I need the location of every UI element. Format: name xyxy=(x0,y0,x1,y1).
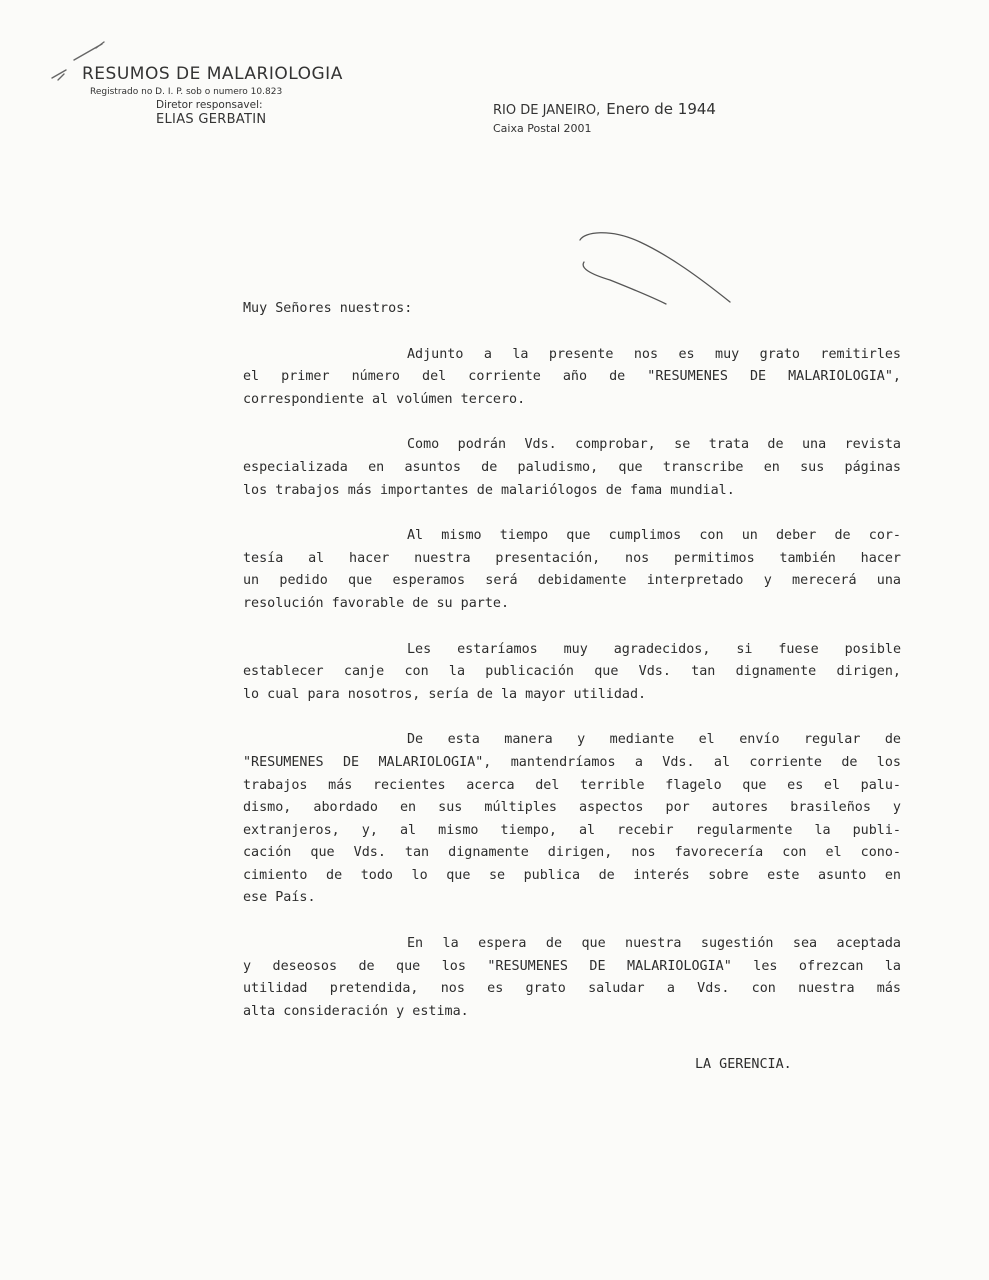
paragraph-line: dismo, abordado en sus múltiples aspectos por autores brasileños y xyxy=(243,800,901,816)
paragraph-line: establecer canje con la publicación que Vds. tan dignamente dirigen, xyxy=(243,664,901,680)
director-label: Diretor responsavel: xyxy=(156,99,263,111)
paragraph-5 xyxy=(243,729,901,910)
paragraph-line: un pedido que esperamos será debidamente interpretado y merecerá una xyxy=(243,573,901,589)
paragraph-6 xyxy=(243,933,901,1023)
paragraph-line: cimiento de todo lo que se publica de interés sobre este asunto en xyxy=(243,867,901,883)
paragraph-line: En la espera de que nuestra sugestión sea aceptada xyxy=(407,936,901,952)
paragraph-line: especializada en asuntos de paludismo, que transcribe en sus páginas xyxy=(243,459,901,475)
city-date-line xyxy=(493,100,716,118)
registration-line: Registrado no D. I. P. sob o numero 10.823 xyxy=(90,87,283,97)
paragraph-line: ese País. xyxy=(243,890,316,906)
publication-name: RESUMOS DE MALARIOLOGIA xyxy=(82,64,343,84)
paragraph-line: correspondiente al volúmen tercero. xyxy=(243,391,526,407)
paragraph-line: Como podrán Vds. comprobar, se trata de una revista xyxy=(407,437,901,453)
paragraph-2 xyxy=(243,434,901,502)
paragraph-line: el primer número del corriente año de "RESUMENES DE MALARIOLOGIA", xyxy=(243,369,901,385)
paragraph-line: "RESUMENES DE MALARIOLOGIA", mantendríamos a Vds. al corriente de los xyxy=(243,754,901,770)
letterhead-place-date xyxy=(493,100,716,135)
paragraph-line: lo cual para nosotros, sería de la mayor utilidad. xyxy=(243,686,647,702)
paragraph-line: tesía al hacer nuestra presentación, nos permitimos también hacer xyxy=(243,550,901,566)
letter-body xyxy=(243,298,901,1046)
paragraph-line: resolución favorable de su parte. xyxy=(243,595,510,611)
paragraph-line: los trabajos más importantes de malariólogos de fama mundial. xyxy=(243,482,735,498)
letterhead-publisher xyxy=(82,64,343,127)
closing-signature: LA GERENCIA. xyxy=(695,1057,792,1072)
salutation: Muy Señores nuestros: xyxy=(243,301,413,316)
paragraph-line: Al mismo tiempo que cumplimos con un deber de cor- xyxy=(407,528,901,544)
paragraph-line: Les estaríamos muy agradecidos, si fuese posible xyxy=(407,641,901,657)
paragraph-line: trabajos más recientes acerca del terrible flagelo que es el palu- xyxy=(243,777,901,793)
paragraph-line: alta consideración y estima. xyxy=(243,1003,469,1019)
paragraph-line: Adjunto a la presente nos es muy grato remitirles xyxy=(407,346,901,362)
po-box: Caixa Postal 2001 xyxy=(493,122,592,135)
paragraph-3 xyxy=(243,525,901,615)
paragraph-line: cación que Vds. tan dignamente dirigen, nos favorecería con el cono- xyxy=(243,845,901,861)
director-name: ELIAS GERBATIN xyxy=(156,112,267,127)
paragraph-line: utilidad pretendida, nos es grato saludar a Vds. con nuestra más xyxy=(243,981,901,997)
paragraph-line: De esta manera y mediante el envío regular de xyxy=(407,732,901,748)
city: RIO DE JANEIRO, xyxy=(493,103,601,118)
paragraph-line: extranjeros, y, al mismo tiempo, al recebir regularmente la publi- xyxy=(243,822,901,838)
paragraph-4 xyxy=(243,639,901,707)
paragraph-1 xyxy=(243,344,901,412)
paragraph-line: y deseosos de que los "RESUMENES DE MALARIOLOGIA" les ofrezcan la xyxy=(243,958,901,974)
letter-date: Enero de 1944 xyxy=(606,100,716,118)
